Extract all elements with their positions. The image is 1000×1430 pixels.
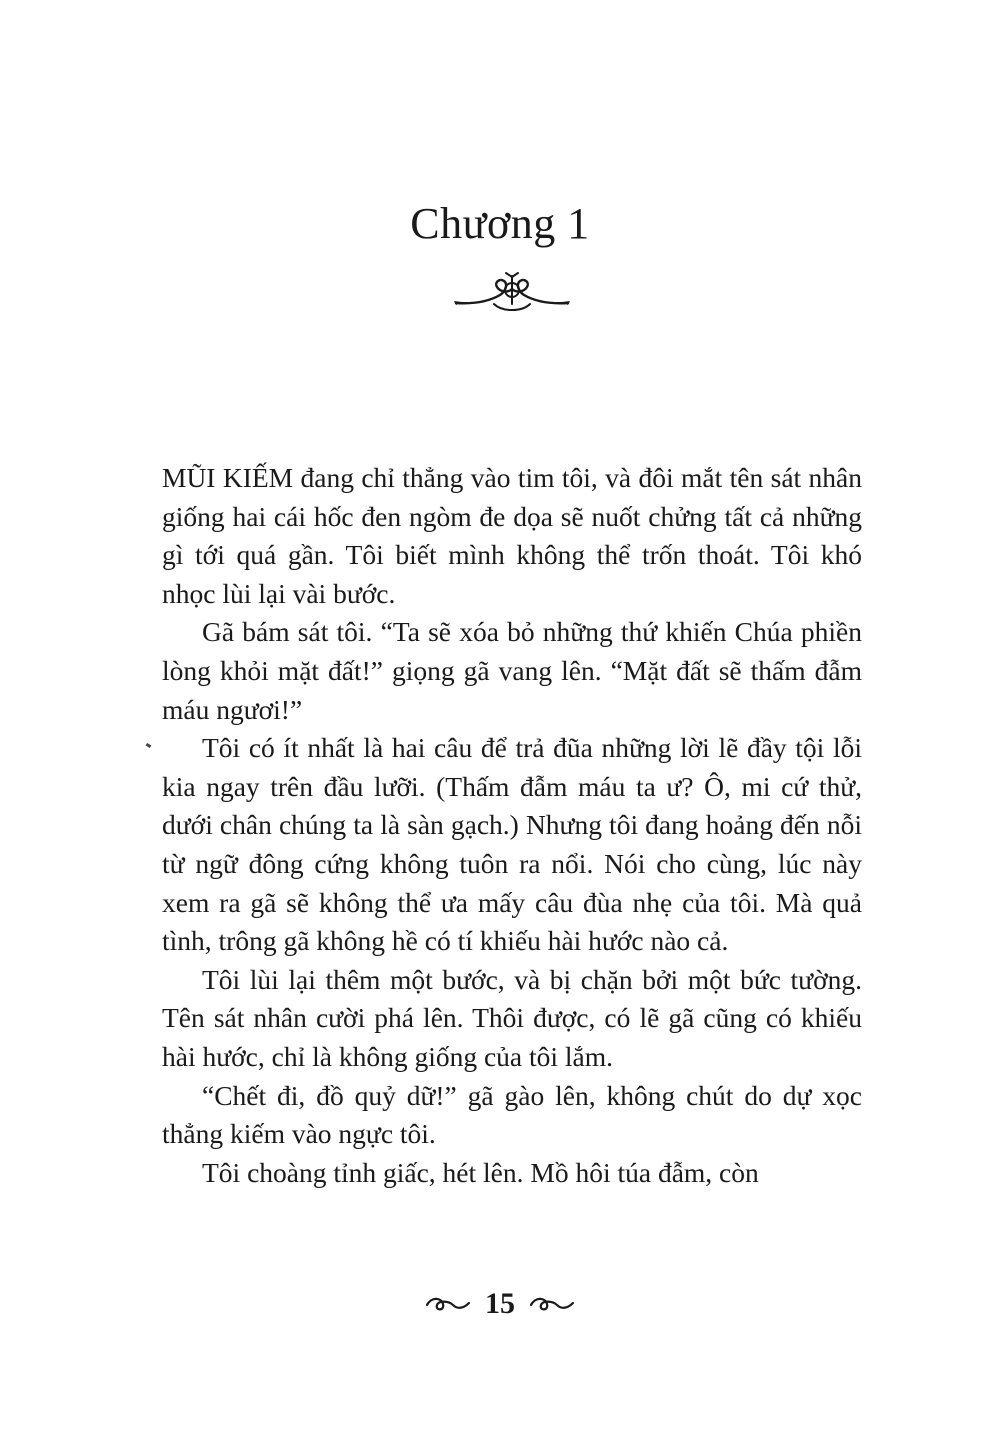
page-number: 15 bbox=[485, 1287, 515, 1320]
paragraph: Tôi choàng tỉnh giấc, hét lên. Mồ hôi túa đẫm, còn bbox=[202, 1156, 759, 1188]
swirl-icon bbox=[529, 1295, 575, 1313]
paragraph: Gã bám sát tôi. “Ta sẽ xóa bỏ những thứ khiến Chúa phiền lòng khỏi mặt đất!” giọng gã vang lên. “Mặt đất sẽ thấm đẫm máu ngươi!” bbox=[162, 616, 862, 725]
paragraph: MŨI KIẾM đang chỉ thẳng vào tim tôi, và đôi mắt tên sát nhân giống hai cái hốc đen ngòm đe dọa sẽ nuốt chửng tất cả những gì tới quá gần. Tôi biết mình không thể trốn thoát. Tôi khó nhọc lùi lại vài bước. bbox=[162, 462, 862, 609]
ink-speck bbox=[146, 743, 152, 748]
paragraph: Tôi có ít nhất là hai câu để trả đũa những lời lẽ đầy tội lỗi kia ngay trên đầu lưỡi. (Thấm đẫm máu ta ư? Ô, mi cứ thử, dưới chân chúng ta là sàn gạch.) Nhưng tôi đang hoảng đến nỗi từ ngữ đông cứng không tuôn ra nổi. Nói cho cùng, lúc này xem ra gã sẽ không thể ưa mấy câu đùa nhẹ của tôi. Mà quả tình, trông gã không hề có tí khiếu hài hước nào cả. bbox=[162, 732, 862, 957]
paragraph: “Chết đi, đồ quỷ dữ!” gã gào lên, không chút do dự xọc thẳng kiếm vào ngực tôi. bbox=[162, 1079, 862, 1150]
swirl-icon bbox=[425, 1295, 471, 1313]
paragraph: Tôi lùi lại thêm một bước, và bị chặn bởi một bức tường. Tên sát nhân cười phá lên. Thôi được, có lẽ gã cũng có khiếu hài hước, chỉ là không giống của tôi lắm. bbox=[162, 963, 862, 1072]
chapter-body bbox=[162, 459, 862, 1192]
chapter-title: Chương 1 bbox=[410, 199, 590, 248]
scroll-flourish-icon bbox=[454, 268, 570, 314]
page-footer bbox=[0, 1282, 1000, 1326]
